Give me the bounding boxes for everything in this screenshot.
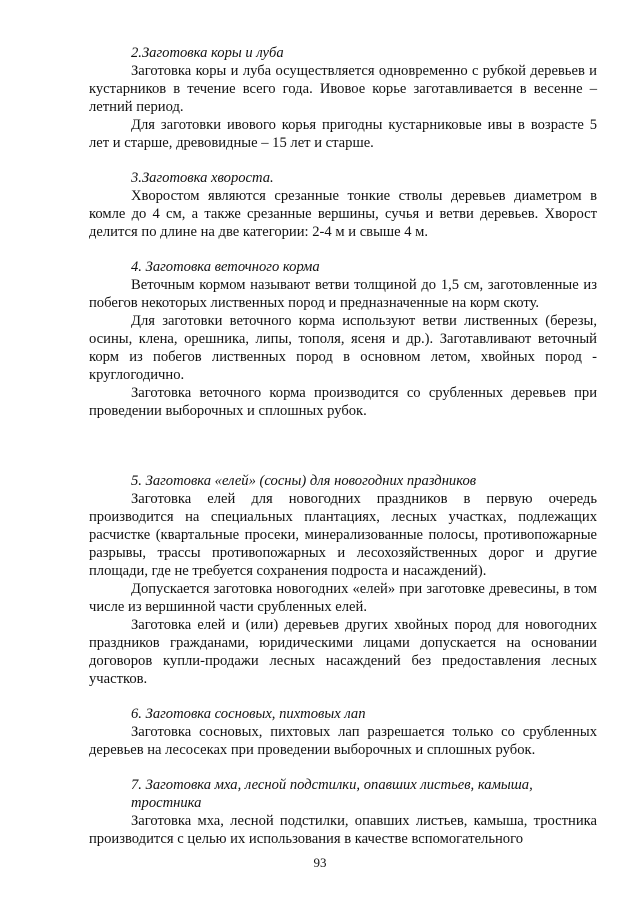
paragraph: Допускается заготовка новогодних «елей» при заготовке древесины, в том числе из вершинной части срубленных елей. <box>89 581 597 615</box>
paragraph: Хворостом являются срезанные тонкие стволы деревьев диаметром в комле до 4 см, а также срезанные вершины, сучья и ветви деревьев. Хворост делится по длине на две категории: 2-4 м и свыше 4 м. <box>89 188 597 240</box>
page-number: 93 <box>313 855 327 870</box>
section-brushwood <box>89 169 597 241</box>
section-heading: 7. Заготовка мха, лесной подстилки, опавших листьев, камыша, тростника <box>131 777 533 811</box>
paragraph: Заготовка елей и (или) деревьев других хвойных пород для новогодних праздников гражданами, юридическими лицами допускается на основании договоров купли-продажи лесных насаждений без предоставления лесных участков. <box>89 617 597 687</box>
section-new-year-trees <box>89 472 597 688</box>
section-spacer <box>89 759 597 776</box>
section-heading: 2.Заготовка коры и луба <box>131 45 284 61</box>
paragraph: Заготовка коры и луба осуществляется одновременно с рубкой деревьев и кустарников в течение всего года. Ивовое корье заготавливается в весенне – летний период. <box>89 63 597 115</box>
section-bark <box>89 44 597 152</box>
section-twig-fodder <box>89 258 597 420</box>
paragraph: Заготовка мха, лесной подстилки, опавших листьев, камыша, тростника производится с целью их использования в качестве вспомогательного <box>89 813 597 847</box>
document-page <box>89 44 597 848</box>
paragraph: Веточным кормом называют ветви толщиной до 1,5 см, заготовленные из побегов некоторых лиственных пород и предназначенные на корм скоту. <box>89 277 597 311</box>
paragraph: Заготовка елей для новогодних праздников в первую очередь производится на специальных плантациях, лесных участках, подлежащих расчистке (квартальные просеки, минерализованные полосы, противопожарные разрывы, трассы противопожарных и лесохозяйственных дорог и другие площади, где не требуется сохранения подроста и насаждений). <box>89 491 597 579</box>
section-heading: 4. Заготовка веточного корма <box>131 259 320 275</box>
section-spacer <box>89 241 597 258</box>
paragraph: Заготовка веточного корма производится со срубленных деревьев при проведении выборочных и сплошных рубок. <box>89 385 597 419</box>
paragraph: Заготовка сосновых, пихтовых лап разрешается только со срубленных деревьев на лесосеках при проведении выборочных и сплошных рубок. <box>89 724 597 758</box>
section-spacer <box>89 688 597 705</box>
paragraph: Для заготовки ивового корья пригодны кустарниковые ивы в возрасте 5 лет и старше, древовидные – 15 лет и старше. <box>89 117 597 151</box>
section-heading: 3.Заготовка хвороста. <box>131 170 274 186</box>
paragraph: Для заготовки веточного корма используют ветви лиственных (березы, осины, клена, орешника, липы, тополя, ясеня и др.). Заготавливают веточный корм из побегов лиственных пород в основном летом, хвойных пород - круглогодично. <box>89 313 597 383</box>
section-spacer <box>89 420 597 472</box>
section-spacer <box>89 152 597 169</box>
section-heading: 6. Заготовка сосновых, пихтовых лап <box>131 706 366 722</box>
section-conifer-branches <box>89 705 597 759</box>
section-moss-litter <box>89 776 597 848</box>
section-heading: 5. Заготовка «елей» (сосны) для новогодних праздников <box>131 473 477 489</box>
